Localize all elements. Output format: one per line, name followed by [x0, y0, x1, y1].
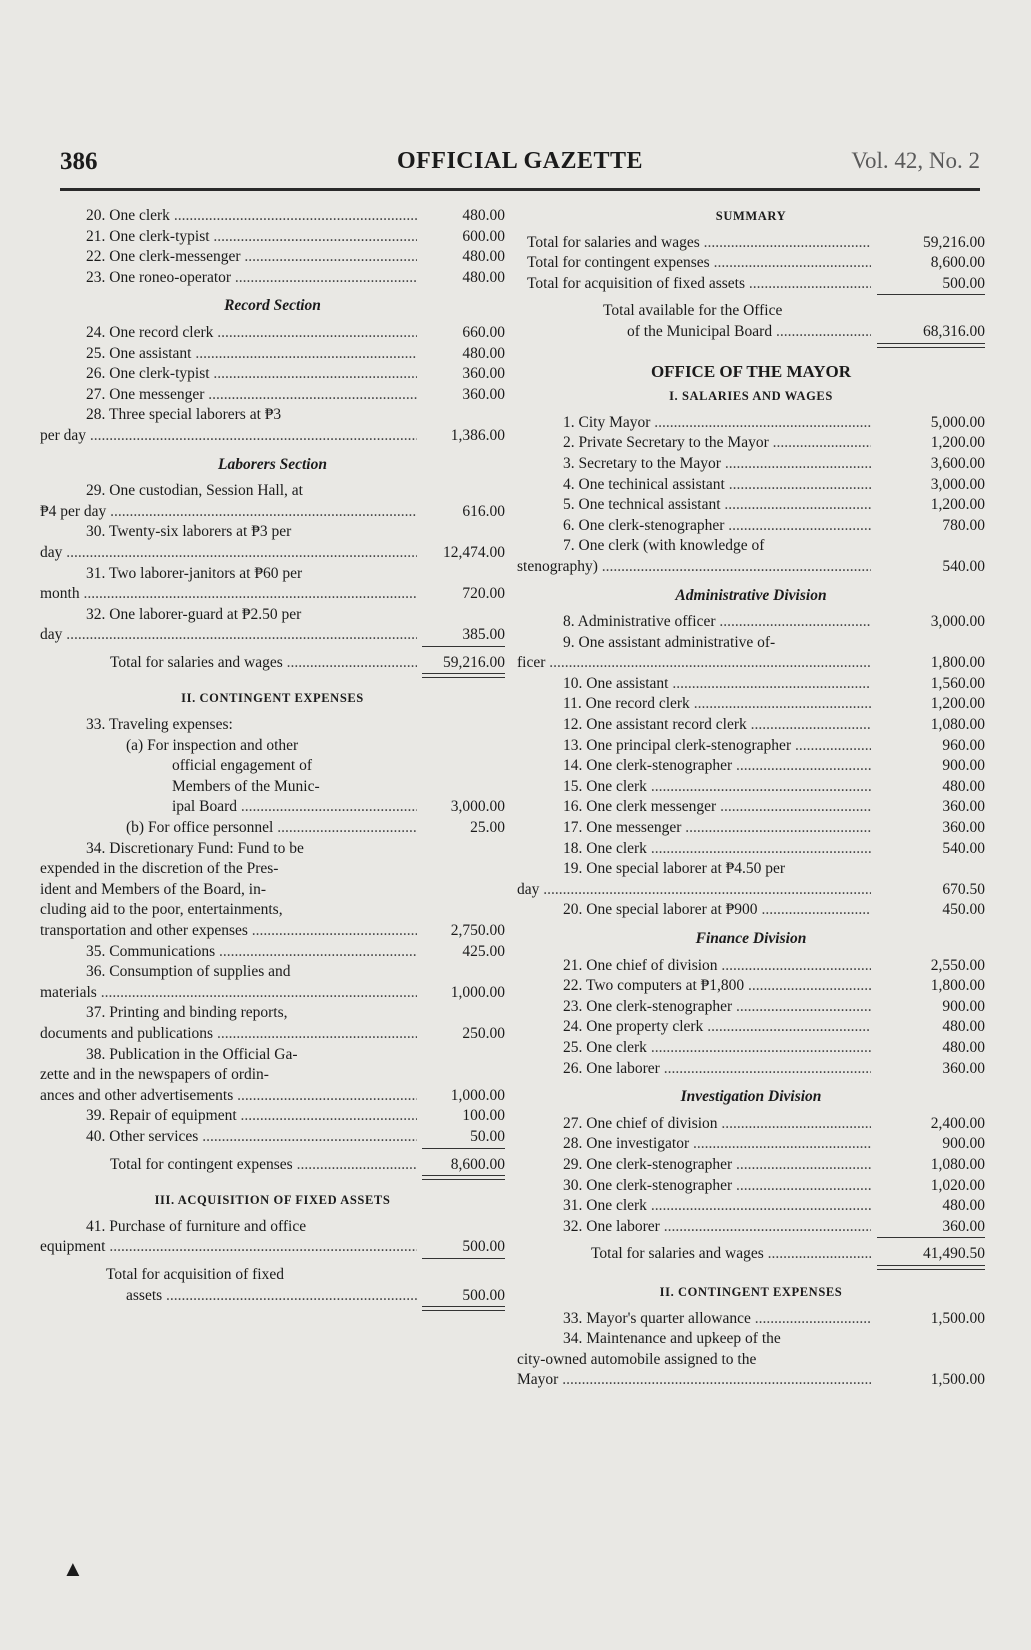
line-item: 16. One clerk messenger ..... 360.00: [517, 797, 985, 818]
item-33: 33. Traveling expenses:: [86, 716, 233, 734]
record-section-title: Record Section: [224, 297, 321, 315]
left-total-contingent: Total for contingent expenses ..... 8,600.00: [40, 1155, 505, 1176]
item-32-line1: 32. One laborer-guard at ₱2.50 per: [86, 605, 302, 623]
acquisition-title: III. ACQUISITION OF FIXED ASSETS: [154, 1193, 391, 1208]
mayor-items: [517, 413, 985, 537]
item-34-line2: expended in the discretion of the Pres-: [40, 860, 279, 878]
item-39: 39. Repair of equipment ..... 100.00: [40, 1106, 505, 1127]
item-35: 35. Communications ..... 425.00: [40, 942, 505, 963]
line-item: 6. One clerk-stenographer ..... 780.00: [517, 516, 985, 537]
double-rule: [422, 1306, 505, 1311]
item-32: day ..... 385.00: [40, 625, 505, 646]
item-34-mayor: Mayor ..... 1,500.00: [517, 1370, 985, 1391]
line-item: 24. One record clerk ..... 660.00: [40, 323, 505, 344]
line-item: 22. Two computers at ₱1,800 ..... 1,800.00: [517, 976, 985, 997]
left-top-items: [40, 206, 505, 288]
item-36-line1: 36. Consumption of supplies and: [86, 963, 291, 981]
available-line1: Total available for the Office: [603, 302, 783, 320]
item-38: ances and other advertisements ..... 1,000.00: [40, 1086, 505, 1107]
item-9: ficer ..... 1,800.00: [517, 653, 985, 674]
line-item: 12. One assistant record clerk ..... 1,080.00: [517, 715, 985, 736]
item-34: transportation and other expenses ..... 2,750.00: [40, 921, 505, 942]
line-item: 13. One principal clerk-stenographer ..... 960.00: [517, 736, 985, 757]
line-item: 26. One clerk-typist ..... 360.00: [40, 364, 505, 385]
line-item: 29. One clerk-stenographer ..... 1,080.00: [517, 1155, 985, 1176]
rule: [422, 1258, 505, 1259]
item-8: 8. Administrative officer ..... 3,000.00: [517, 612, 985, 633]
item-19: day ..... 670.50: [517, 880, 985, 901]
item-33a: ipal Board ..... 3,000.00: [40, 797, 505, 818]
double-rule: [877, 343, 985, 348]
item-31: month ..... 720.00: [40, 584, 505, 605]
line-item: 25. One clerk ..... 480.00: [517, 1038, 985, 1059]
summary-item: Total for contingent expenses ..... 8,600.00: [517, 253, 985, 274]
finance-items: [517, 956, 985, 1080]
line-item: 1. City Mayor ..... 5,000.00: [517, 413, 985, 434]
line-item: 26. One laborer ..... 360.00: [517, 1059, 985, 1080]
summary-item: Total for salaries and wages ..... 59,216.00: [517, 233, 985, 254]
line-item: 2. Private Secretary to the Mayor ..... 1,200.00: [517, 433, 985, 454]
item-34-mayor-line2: city-owned automobile assigned to the: [517, 1350, 757, 1368]
item-19-line1: 19. One special laborer at ₱4.50 per: [563, 860, 786, 878]
line-item: 17. One messenger ..... 360.00: [517, 818, 985, 839]
line-item: 10. One assistant ..... 1,560.00: [517, 674, 985, 695]
right-contingent-title: II. CONTINGENT EXPENSES: [659, 1284, 843, 1299]
left-contingent-title: II. CONTINGENT EXPENSES: [181, 691, 364, 706]
line-item: 25. One assistant ..... 480.00: [40, 344, 505, 365]
page-header: [60, 148, 980, 184]
line-item: 32. One laborer ..... 360.00: [517, 1217, 985, 1238]
item-37-line1: 37. Printing and binding reports,: [86, 1004, 288, 1022]
office-of-mayor-title: OFFICE OF THE MAYOR: [650, 361, 852, 381]
line-item: 11. One record clerk ..... 1,200.00: [517, 694, 985, 715]
item-20: 20. One special laborer at ₱900 ..... 450.00: [517, 900, 985, 921]
double-rule: [422, 1175, 505, 1180]
line-item: 30. One clerk-stenographer ..... 1,020.00: [517, 1176, 985, 1197]
line-item: 27. One messenger ..... 360.00: [40, 385, 505, 406]
item-38-line2: zette and in the newspapers of ordin-: [40, 1066, 269, 1084]
rule: [877, 294, 985, 295]
line-item: 27. One chief of division ..... 2,400.00: [517, 1114, 985, 1135]
item-33a-line1: (a) For inspection and other: [126, 736, 299, 754]
item-9-line1: 9. One assistant administrative of-: [563, 633, 776, 651]
line-item: 24. One property clerk ..... 480.00: [517, 1017, 985, 1038]
left-total-acquisition: assets ..... 500.00: [40, 1286, 505, 1307]
line-item: 22. One clerk-messenger ..... 480.00: [40, 247, 505, 268]
line-item: 23. One clerk-stenographer ..... 900.00: [517, 997, 985, 1018]
line-item: 21. One clerk-typist ..... 600.00: [40, 227, 505, 248]
item-36: materials ..... 1,000.00: [40, 983, 505, 1004]
gazette-title: OFFICIAL GAZETTE: [396, 148, 644, 174]
rule: [877, 1237, 985, 1238]
item-7-line1: 7. One clerk (with knowledge of: [563, 537, 765, 555]
double-rule: [877, 1265, 985, 1270]
item-29: ₱4 per day ..... 616.00: [40, 502, 505, 523]
item-34-line4: cluding aid to the poor, entertainments,: [40, 901, 283, 919]
left-total-salaries: Total for salaries and wages ..... 59,216.00: [40, 653, 505, 674]
header-rule: [60, 188, 980, 191]
volume-issue: Vol. 42, No. 2: [851, 148, 980, 173]
line-item: 4. One techinical assistant ..... 3,000.00: [517, 475, 985, 496]
item-41: equipment ..... 500.00: [40, 1237, 505, 1258]
item-38-line1: 38. Publication in the Official Ga-: [86, 1045, 298, 1063]
item-40: 40. Other services ..... 50.00: [40, 1127, 505, 1148]
item-30: day ..... 12,474.00: [40, 543, 505, 564]
line-item: 31. One clerk ..... 480.00: [517, 1196, 985, 1217]
item-7: stenography) ..... 540.00: [517, 557, 985, 578]
salaries-wages-title: I. SALARIES AND WAGES: [669, 389, 833, 404]
item-28: per day ..... 1,386.00: [40, 426, 505, 447]
line-item: 18. One clerk ..... 540.00: [517, 839, 985, 860]
line-item: 20. One clerk ..... 480.00: [40, 206, 505, 227]
item-33a-line3: Members of the Munic-: [172, 777, 320, 795]
rule: [422, 1148, 505, 1149]
laborers-section-title: Laborers Section: [218, 455, 327, 473]
total-available: of the Municipal Board ..... 68,316.00: [517, 322, 985, 343]
rule: [422, 646, 505, 647]
line-item: 15. One clerk ..... 480.00: [517, 777, 985, 798]
item-33-mayor: 33. Mayor's quarter allowance ..... 1,500.00: [517, 1309, 985, 1330]
item-28-line1: 28. Three special laborers at ₱3: [86, 406, 282, 424]
item-34-line1: 34. Discretionary Fund: Fund to be: [86, 839, 304, 857]
item-31-line1: 31. Two laborer-janitors at ₱60 per: [86, 564, 303, 582]
item-34-line3: ident and Members of the Board, in-: [40, 880, 266, 898]
line-item: 5. One technical assistant ..... 1,200.00: [517, 495, 985, 516]
finance-division-title: Finance Division: [695, 930, 807, 947]
item-37: documents and publications ..... 250.00: [40, 1024, 505, 1045]
item-33b: (b) For office personnel ..... 25.00: [40, 818, 505, 839]
summary-title: SUMMARY: [715, 209, 787, 223]
page-number: 386: [60, 148, 98, 175]
summary-items: [517, 233, 985, 295]
total-acq-line1: Total for acquisition of fixed: [106, 1265, 284, 1283]
line-item: 3. Secretary to the Mayor ..... 3,600.00: [517, 454, 985, 475]
right-column: [517, 206, 985, 1391]
item-41-line1: 41. Purchase of furniture and office: [86, 1217, 307, 1235]
line-item: 14. One clerk-stenographer ..... 900.00: [517, 756, 985, 777]
investigation-division-title: Investigation Division: [680, 1088, 822, 1106]
item-30-line1: 30. Twenty-six laborers at ₱3 per: [86, 523, 292, 541]
page-footer-mark: ▲: [62, 1556, 84, 1581]
double-rule: [422, 673, 505, 678]
admin-items: [517, 674, 985, 859]
summary-item: Total for acquisition of fixed assets ..... 500.00: [517, 274, 985, 295]
line-item: 21. One chief of division ..... 2,550.00: [517, 956, 985, 977]
item-29-line1: 29. One custodian, Session Hall, at: [86, 482, 303, 500]
right-total-salaries: Total for salaries and wages ..... 41,490.50: [517, 1244, 985, 1265]
item-34-mayor-line1: 34. Maintenance and upkeep of the: [563, 1330, 781, 1348]
administrative-division-title: Administrative Division: [675, 586, 827, 604]
line-item: 28. One investigator ..... 900.00: [517, 1134, 985, 1155]
record-section-items: [40, 323, 505, 405]
item-33a-line2: official engagement of: [172, 757, 313, 775]
line-item: 23. One roneo-operator ..... 480.00: [40, 268, 505, 289]
investigation-items: [517, 1114, 985, 1238]
left-column: [40, 206, 505, 1311]
